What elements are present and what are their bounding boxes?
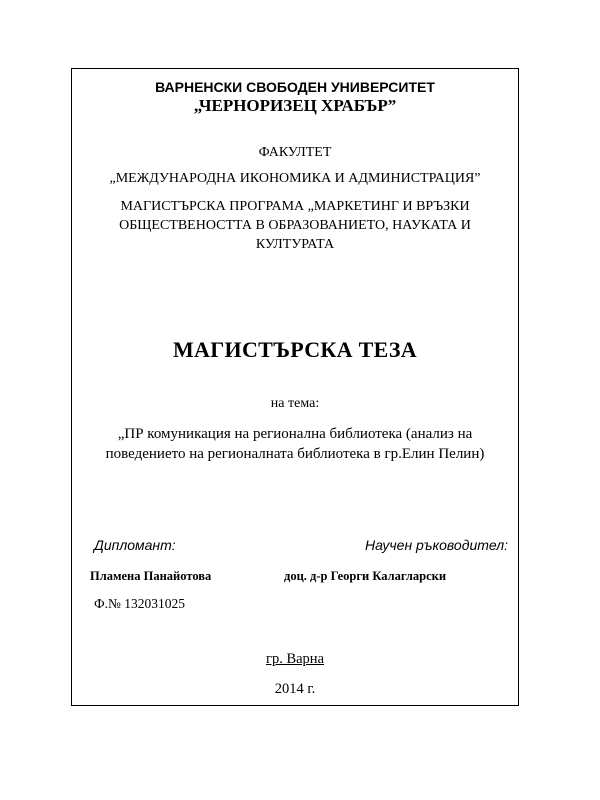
thesis-topic xyxy=(72,424,518,464)
city: гр. Варна xyxy=(266,651,324,667)
program-line-2: ОБЩЕСТВЕНОСТТА В ОБРАЗОВАНИЕТО, НАУКАТА И xyxy=(119,218,471,233)
year: 2014 г. xyxy=(274,681,316,697)
university-name: ВАРНЕНСКИ СВОБОДЕН УНИВЕРСИТЕТ xyxy=(155,79,435,95)
program-line-1: МАГИСТЪРСКА ПРОГРАМА „МАРКЕТИНГ И ВРЪЗКИ xyxy=(120,199,470,214)
city-line xyxy=(72,651,518,668)
graduate-label: Дипломант: xyxy=(94,537,176,553)
thesis-title: МАГИСТЪРСКА ТЕЗА xyxy=(172,337,417,362)
program-name xyxy=(72,197,518,254)
advisor-name: доц. д-р Георги Калагларски xyxy=(284,569,447,583)
program-line-3: КУЛТУРАТА xyxy=(255,237,335,252)
topic-line-2: поведението на регионалната библиотека в гр.Елин Пелин) xyxy=(105,446,485,462)
faculty-name: „МЕЖДУНАРОДНА ИКОНОМИКА И АДМИНИСТРАЦИЯ” xyxy=(109,171,481,186)
advisor-label: Научен ръководител: xyxy=(364,537,508,553)
topic-label: на тема: xyxy=(270,396,320,411)
faculty-number: Ф.№ 132031025 xyxy=(94,596,186,611)
graduate-name: Пламена Панайотова xyxy=(90,569,212,583)
topic-line-1: „ПР комуникация на регионална библиотека (анализ на xyxy=(117,426,473,442)
university-subtitle: „ЧЕРНОРИЗЕЦ ХРАБЪР” xyxy=(193,96,397,115)
title-page-frame xyxy=(71,68,519,706)
faculty-label: ФАКУЛТЕТ xyxy=(258,145,332,160)
